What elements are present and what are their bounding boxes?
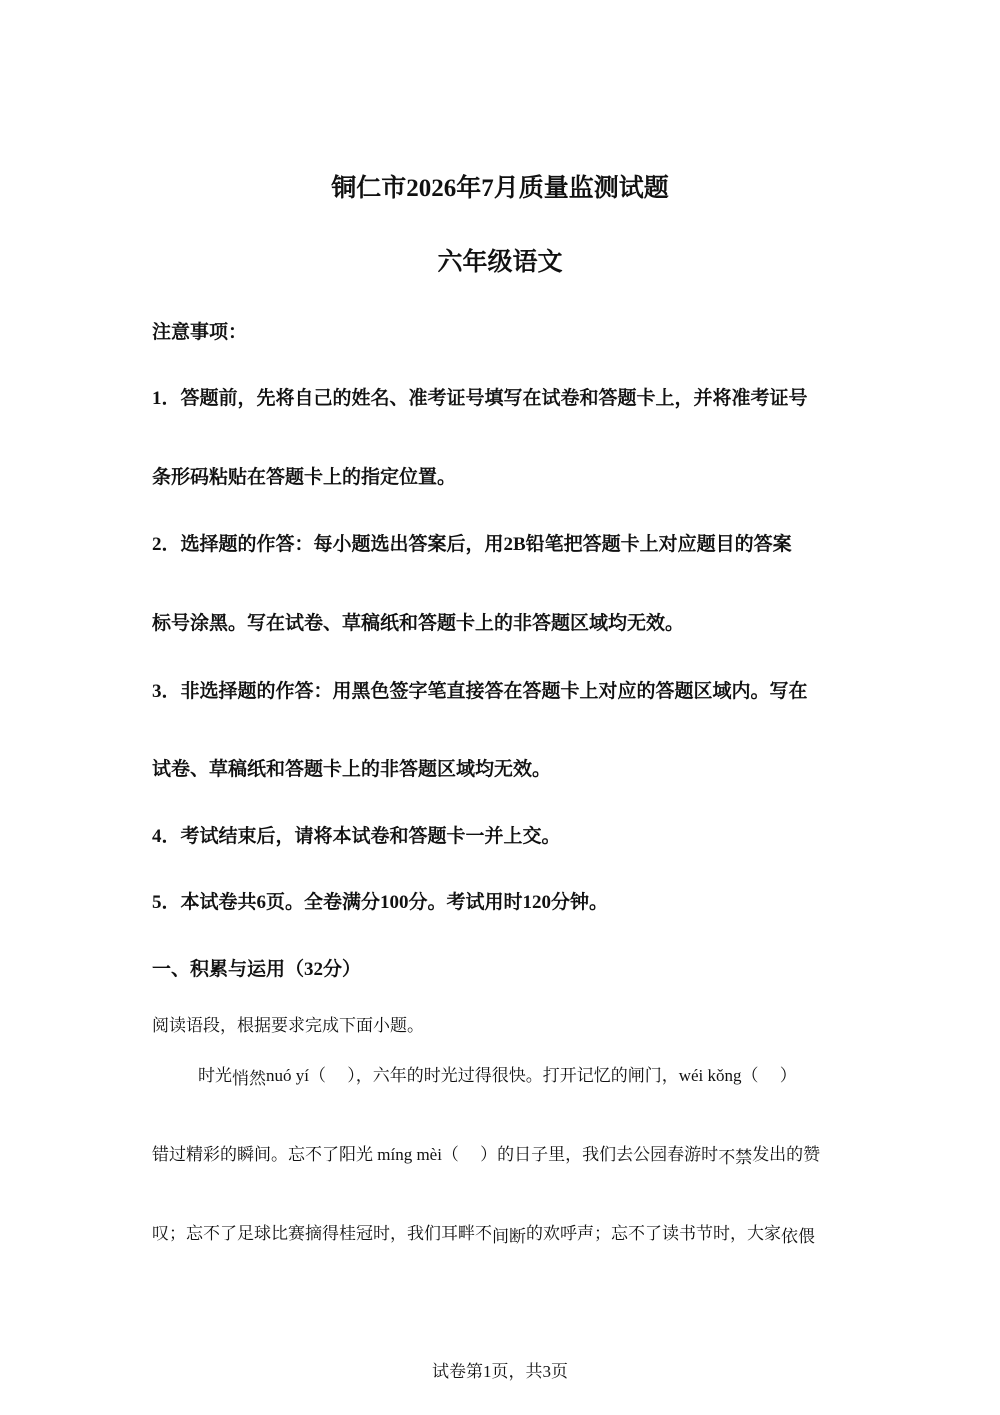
emphasized-word-yiwei: 依偎 [781, 1227, 815, 1246]
paragraph-line-2-text-a: 错过精彩的瞬间。忘不了阳光 míng mèi（ ）的日子里，我们去公园春游时 [152, 1145, 719, 1164]
section-1-instruction: 阅读语段，根据要求完成下面小题。 [152, 1016, 424, 1035]
notice-item-5: 5．本试卷共6页。全卷满分100分。考试用时120分钟。 [152, 892, 609, 913]
paragraph-line-1-text-a: 时光 [198, 1066, 232, 1085]
exam-title: 铜仁市2026年7月质量监测试题 [331, 175, 669, 202]
notice-item-1-line1: 1．答题前，先将自己的姓名、准考证号填写在试卷和答题卡上，并将准考证号 [152, 388, 808, 409]
paragraph-line-2-text-c: 发出的赞 [752, 1145, 821, 1164]
notice-item-2-line1: 2．选择题的作答：每小题选出答案后，用2B铅笔把答题卡上对应题目的答案 [152, 534, 792, 555]
paragraph-line-3-text-c: 的欢呼声；忘不了读书节时，大家 [526, 1224, 781, 1243]
paragraph-line-1 [198, 1061, 797, 1086]
notice-heading: 注意事项： [152, 322, 248, 343]
notice-item-1-line2: 条形码粘贴在答题卡上的指定位置。 [152, 467, 457, 488]
paragraph-line-2 [152, 1140, 820, 1165]
exam-subtitle: 六年级语文 [437, 249, 563, 276]
emphasized-word-jianduan: 间断 [492, 1227, 526, 1246]
notice-item-2-line2: 标号涂黑。写在试卷、草稿纸和答题卡上的非答题区域均无效。 [152, 613, 685, 634]
notice-item-3-line1: 3．非选择题的作答：用黑色签字笔直接答在答题卡上对应的答题区域内。写在 [152, 681, 808, 702]
paragraph-line-3-text-a: 叹；忘不了足球比赛摘得桂冠时，我们耳畔不 [152, 1224, 492, 1243]
paragraph-line-3 [152, 1219, 815, 1244]
section-1-heading: 一、积累与运用（32分） [152, 959, 362, 980]
paragraph-line-1-text-c: nuó yí（ ），六年的时光过得很快。打开记忆的闸门，wéi kǒng（ ） [266, 1066, 797, 1085]
emphasized-word-qiaoran: 悄然 [232, 1069, 266, 1088]
notice-item-4: 4．考试结束后，请将本试卷和答题卡一并上交。 [152, 826, 561, 847]
page-footer: 试卷第1页，共3页 [432, 1362, 568, 1381]
emphasized-word-bujin: 不禁 [718, 1148, 753, 1167]
notice-item-3-line2: 试卷、草稿纸和答题卡上的非答题区域均无效。 [152, 759, 552, 780]
